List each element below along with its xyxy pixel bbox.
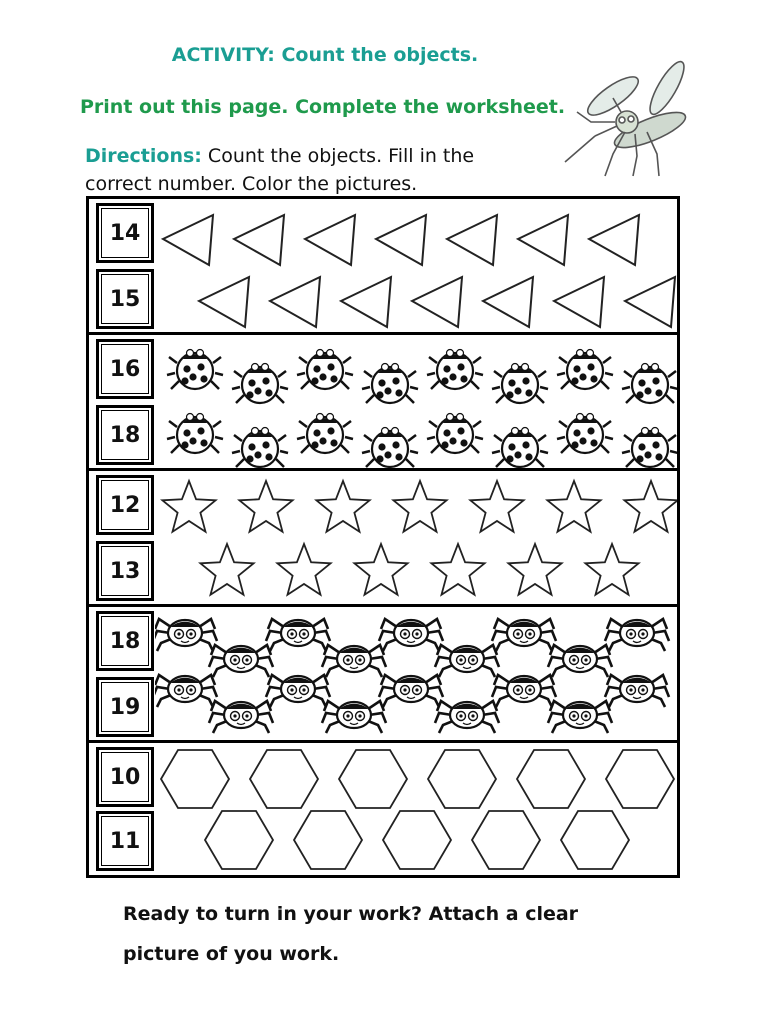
triangle-shape <box>412 277 462 327</box>
hexagon-shape <box>561 811 629 869</box>
number-box: 18 <box>96 611 154 671</box>
group-stars <box>89 471 677 607</box>
directions <box>85 142 545 198</box>
ladybug-shape <box>427 414 483 454</box>
triangle-shape <box>625 277 675 327</box>
number-box: 11 <box>96 811 154 871</box>
triangle-shape <box>199 277 249 327</box>
ladybug-shape <box>557 350 613 390</box>
ladybug-shape <box>622 364 677 404</box>
triangle-shape <box>234 215 284 265</box>
spider-shape <box>492 675 556 707</box>
ladybug-shape <box>167 414 223 454</box>
star-shape <box>585 544 638 595</box>
number-box: 13 <box>96 541 154 601</box>
ladybug-shape <box>427 350 483 390</box>
triangle-shape <box>554 277 604 327</box>
ladybug-shape <box>362 428 418 468</box>
hexagon-shape <box>161 750 229 808</box>
ladybug-shapes <box>155 335 677 471</box>
ladybug-shape <box>297 414 353 454</box>
number-box: 18 <box>96 405 154 465</box>
number-box: 19 <box>96 677 154 737</box>
footer-line-1: Ready to turn in your work? Attach a clear <box>123 903 579 925</box>
hexagon-shape <box>472 811 540 869</box>
triangle-shape <box>376 215 426 265</box>
star-shape <box>431 544 484 595</box>
spider-shape <box>322 645 386 677</box>
number-box: 10 <box>96 747 154 807</box>
footer-note <box>123 894 643 974</box>
spider-shapes <box>155 607 677 743</box>
triangle-shape <box>447 215 497 265</box>
directions-label: Directions: <box>85 145 202 167</box>
spider-shape <box>548 701 612 733</box>
instruction-title: Print out this page. Complete the worksheet. <box>80 96 566 118</box>
triangle-shape <box>305 215 355 265</box>
hexagon-shape <box>294 811 362 869</box>
star-shape <box>354 544 407 595</box>
spider-shape <box>492 619 556 651</box>
spider-shape <box>209 645 273 677</box>
spider-shape <box>435 701 499 733</box>
star-shape <box>316 481 369 532</box>
hexagon-shape <box>428 750 496 808</box>
spider-shape <box>209 701 273 733</box>
ladybug-shape <box>557 414 613 454</box>
star-shapes <box>155 471 677 607</box>
star-shape <box>162 481 215 532</box>
group-triangles <box>89 199 677 335</box>
triangle-shapes <box>155 199 677 335</box>
group-ladybugs <box>89 335 677 471</box>
activity-title: ACTIVITY: Count the objects. <box>171 44 479 66</box>
spider-shape <box>379 675 443 707</box>
star-shape <box>547 481 600 532</box>
ladybug-shape <box>167 350 223 390</box>
group-spiders <box>89 607 677 743</box>
ladybug-shape <box>362 364 418 404</box>
spider-shape <box>155 675 217 707</box>
spider-shape <box>322 701 386 733</box>
triangle-shape <box>163 215 213 265</box>
hexagon-shape <box>383 811 451 869</box>
hexagon-shape <box>339 750 407 808</box>
ladybug-shape <box>622 428 677 468</box>
spider-shape <box>435 645 499 677</box>
group-hexagons <box>89 743 677 875</box>
star-shape <box>200 544 253 595</box>
star-shape <box>470 481 523 532</box>
ladybug-shape <box>232 364 288 404</box>
hexagon-shape <box>606 750 674 808</box>
star-shape <box>239 481 292 532</box>
spider-shape <box>548 645 612 677</box>
directions-text: Count the objects. Fill in the correct number. Color the pictures. <box>85 145 475 195</box>
spider-shape <box>155 619 217 651</box>
number-box: 14 <box>96 203 154 263</box>
star-shape <box>624 481 677 532</box>
hexagon-shapes <box>155 743 677 875</box>
ladybug-shape <box>232 428 288 468</box>
number-box: 12 <box>96 475 154 535</box>
triangle-shape <box>270 277 320 327</box>
ladybug-shape <box>297 350 353 390</box>
star-shape <box>277 544 330 595</box>
worksheet-frame <box>86 196 680 878</box>
hexagon-shape <box>250 750 318 808</box>
hexagon-shape <box>205 811 273 869</box>
number-box: 15 <box>96 269 154 329</box>
footer-line-2: picture of you work. <box>123 943 340 965</box>
ladybug-shape <box>492 428 548 468</box>
spider-shape <box>605 675 669 707</box>
mosquito-icon <box>555 58 705 178</box>
spider-shape <box>379 619 443 651</box>
triangle-shape <box>589 215 639 265</box>
star-shape <box>508 544 561 595</box>
spider-shape <box>266 619 330 651</box>
hexagon-shape <box>517 750 585 808</box>
triangle-shape <box>341 277 391 327</box>
spider-shape <box>605 619 669 651</box>
ladybug-shape <box>492 364 548 404</box>
spider-shape <box>266 675 330 707</box>
star-shape <box>393 481 446 532</box>
triangle-shape <box>483 277 533 327</box>
triangle-shape <box>518 215 568 265</box>
number-box: 16 <box>96 339 154 399</box>
